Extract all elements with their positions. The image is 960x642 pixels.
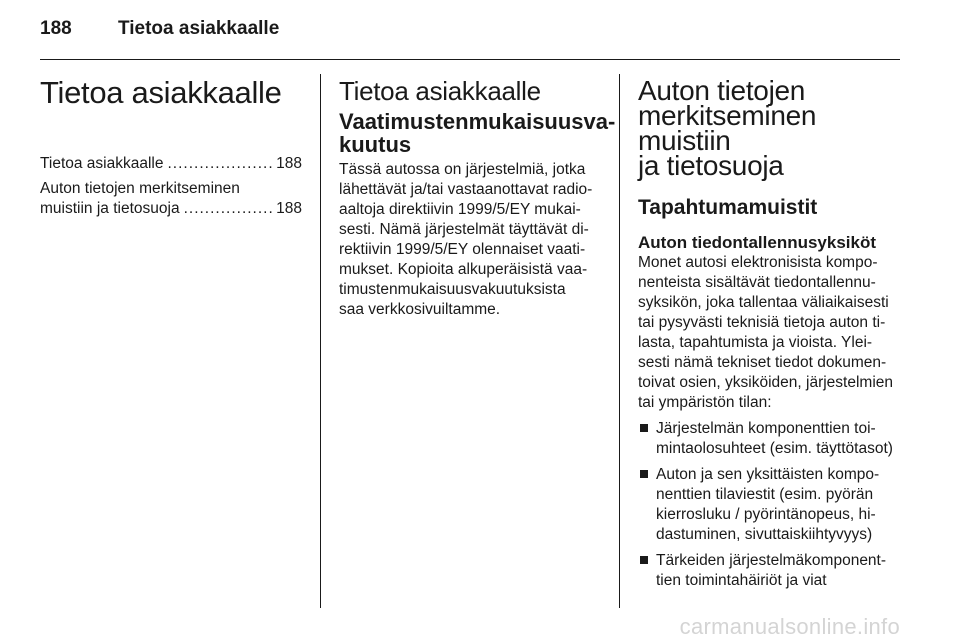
section-title-line2: merkitseminen muistiin [638, 100, 817, 156]
bullet-line: Järjestelmän komponenttien toi- [656, 420, 876, 437]
paragraph-line: saa verkkosivuiltamme. [339, 301, 501, 318]
toc-entry-title-line2: muistiin ja tietosuoja [40, 200, 180, 217]
bullet-line: nenttien tilaviestit (esim. pyörän [656, 486, 874, 503]
header-title: Tietoa asiakkaalle [118, 18, 280, 39]
section-title [638, 75, 900, 181]
toc-entry-line [40, 199, 302, 219]
paragraph-line: aaltoja direktiivin 1999/5/EY mukai- [339, 201, 581, 218]
bullet-line: kierrosluku / pyörintänopeus, hi- [656, 506, 876, 523]
paragraph-line: sesti nämä tekniset tiedot dokumen- [638, 354, 887, 371]
table-of-contents [40, 154, 302, 219]
section-title-line1: Auton tietojen [638, 75, 806, 106]
paragraph-line: rektiivin 1999/5/EY olennaiset vaati- [339, 241, 586, 258]
bullet-line: dastuminen, sivuttaiskiihtyvyys) [656, 526, 873, 543]
bullet-item [638, 419, 900, 459]
chapter-title: Tietoa asiakkaalle [40, 75, 282, 110]
subsubsection-title: Auton tiedontallennusyksiköt [638, 233, 877, 252]
paragraph-line: sesti. Nämä järjestelmät täyttävät di- [339, 221, 589, 238]
data-storage-paragraph [638, 253, 900, 413]
column-divider-2 [619, 74, 620, 608]
column-2 [339, 74, 616, 320]
paragraph-line: Tässä autossa on järjestelmiä, jotka [339, 161, 586, 178]
subsection-title-line1: Vaatimustenmukaisuusva- [339, 109, 616, 134]
toc-entry-1[interactable] [40, 154, 302, 174]
paragraph-line: syksikön, joka tallentaa väliaikaisesti [638, 294, 889, 311]
toc-entry-title: Tietoa asiakkaalle [40, 155, 164, 172]
paragraph-line: tai pysyvästi teknisiä tietoja auton ti- [638, 314, 886, 331]
watermark: carmanualsonline.info [679, 614, 900, 639]
paragraph-line: mukset. Kopioita alkuperäisistä vaa- [339, 261, 588, 278]
conformity-paragraph [339, 160, 601, 320]
subsection-title: Tapahtumamuistit [638, 196, 818, 219]
bullet-list [638, 419, 900, 591]
bullet-square-icon [640, 556, 648, 564]
page-number: 188 [40, 18, 72, 39]
toc-leader-dots [184, 199, 274, 219]
column-3 [638, 74, 900, 597]
paragraph-line: Monet autosi elektronisista kompo- [638, 254, 878, 271]
bullet-square-icon [640, 470, 648, 478]
toc-entry-page: 188 [276, 200, 302, 217]
toc-entry-title-line1: Auton tietojen merkitseminen [40, 180, 240, 197]
paragraph-line: toivat osien, yksiköiden, järjestelmien [638, 374, 894, 391]
paragraph-line: tai ympäristön tilan: [638, 394, 772, 411]
section-title: Tietoa asiakkaalle [339, 76, 541, 106]
toc-leader-dots [168, 154, 274, 174]
column-divider-1 [320, 74, 321, 608]
bullet-item [638, 465, 900, 545]
toc-entry-line [40, 154, 302, 174]
bullet-square-icon [640, 424, 648, 432]
bullet-line: mintaolosuhteet (esim. täyttötasot) [656, 440, 893, 457]
bullet-line: Tärkeiden järjestelmäkomponent- [656, 552, 887, 569]
paragraph-line: timustenmukaisuusvakuutuksista [339, 281, 566, 298]
bullet-line: tien toimintahäiriöt ja viat [656, 572, 827, 589]
subsection-title-line2: kuutus [339, 132, 412, 157]
bullet-line: Auton ja sen yksittäisten kompo- [656, 466, 880, 483]
toc-entry-2[interactable] [40, 179, 302, 219]
header-rule [40, 59, 900, 60]
paragraph-line: lasta, tapahtumista ja vioista. Ylei- [638, 334, 873, 351]
paragraph-line: nenteista sisältävät tiedontallennu- [638, 274, 876, 291]
bullet-item [638, 551, 900, 591]
toc-entry-page: 188 [276, 155, 302, 172]
column-1 [40, 74, 302, 224]
paragraph-line: lähettävät ja/tai vastaanottavat radio- [339, 181, 593, 198]
section-title-line3: ja tietosuoja [638, 150, 784, 181]
page-header [40, 18, 900, 48]
